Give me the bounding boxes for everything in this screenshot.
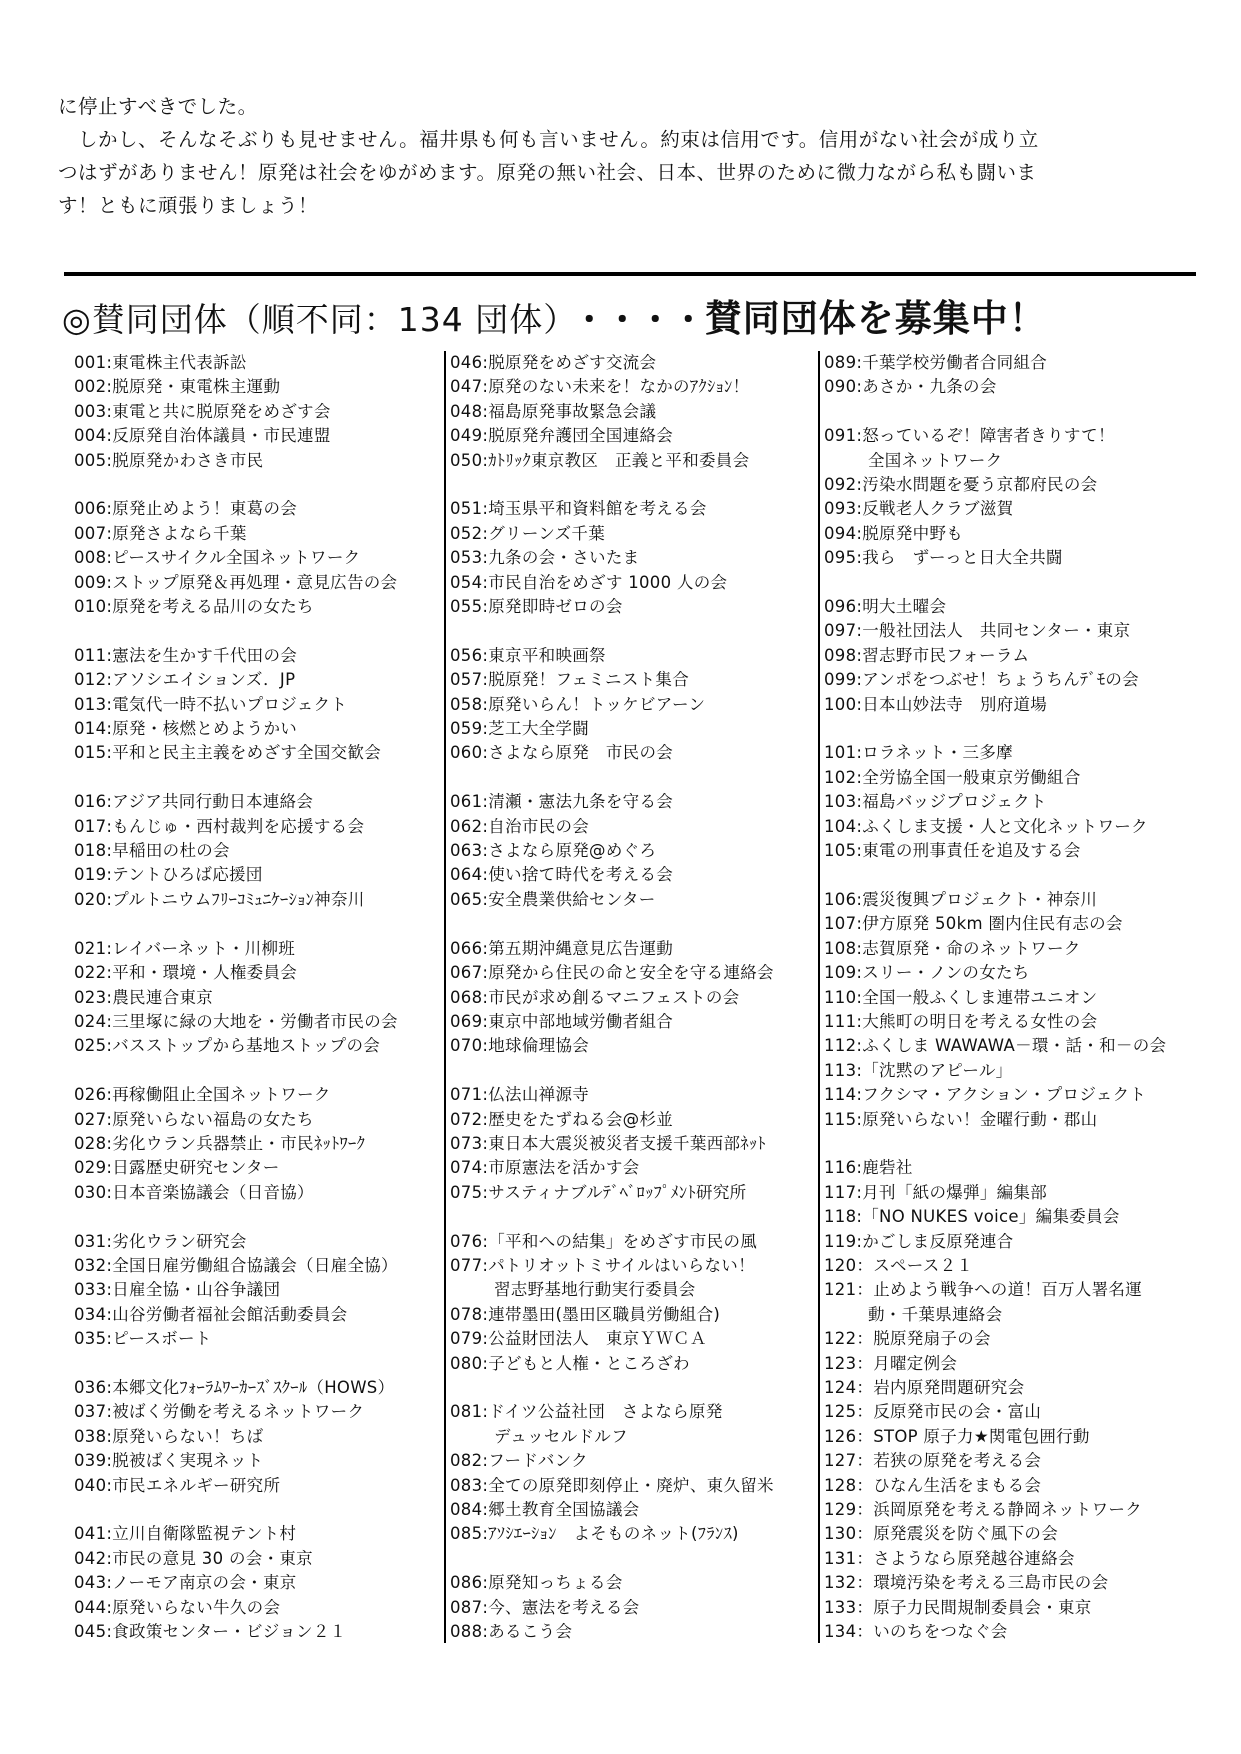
list-item: 096:明大土曜会 — [824, 597, 947, 617]
group-spacer — [74, 1352, 424, 1376]
list-item: 007:原発さよなら千葉 — [74, 523, 247, 543]
list-item: 011:憲法を生かす千代田の会 — [74, 645, 298, 665]
list-item-continuation: 全国ネットワーク — [868, 450, 1003, 470]
group-spacer — [450, 1205, 808, 1229]
intro-text — [58, 90, 1178, 222]
list-item: 063:さよなら原発@めぐろ — [450, 841, 657, 861]
group-spacer — [824, 863, 1240, 887]
section-heading — [62, 288, 1047, 342]
list-item: 032:全国日雇労働組合協議会（日雇全協） — [74, 1255, 398, 1275]
list-item: 110:全国一般ふくしま連帯ユニオン — [824, 987, 1098, 1007]
groups-column-1 — [74, 351, 424, 1644]
list-item: 017:もんじゅ・西村裁判を応援する会 — [74, 816, 365, 836]
list-item: 122：脱原発扇子の会 — [824, 1329, 991, 1349]
list-item: 015:平和と民主主義をめざす全国交歓会 — [74, 743, 382, 763]
list-item: 088:あるこう会 — [450, 1622, 573, 1641]
list-item: 092:汚染水問題を憂う京都府民の会 — [824, 475, 1098, 495]
list-item: 038:原発いらない！ちば — [74, 1426, 264, 1446]
list-item: 012:アソシエイションズ．JP — [74, 670, 296, 690]
list-item: 079:公益財団法人 東京ＹＷＣＡ — [450, 1329, 707, 1349]
list-item: 095:我ら ずーっと日大全共闘 — [824, 548, 1063, 568]
list-item: 036:本郷文化ﾌｫｰﾗﾑﾜｰｶｰｽﾞｽｸｰﾙ（HOWS） — [74, 1377, 395, 1397]
group-spacer — [74, 473, 424, 497]
list-item: 020:プルトニウムﾌﾘｰｺﾐｭﾆｹｰｼｮﾝ神奈川 — [74, 889, 365, 909]
list-item: 047:原発のない未来を！なかのｱｸｼｮﾝ！ — [450, 377, 750, 397]
list-item: 090:あさか・九条の会 — [824, 377, 997, 397]
list-item: 091:怒っているぞ！障害者きりすて！ — [824, 426, 1115, 446]
list-item: 045:食政策センター・ビジョン２１ — [74, 1622, 347, 1641]
list-item: 119:かごしま反原発連合 — [824, 1231, 1014, 1251]
column-body — [820, 351, 1240, 1644]
list-item-continuation: 習志野基地行動実行委員会 — [494, 1280, 696, 1300]
list-item: 025:バスストップから基地ストップの会 — [74, 1036, 381, 1056]
list-item: 008:ピースサイクル全国ネットワーク — [74, 548, 361, 568]
list-item: 058:原発いらん！トッケビアーン — [450, 694, 706, 714]
list-item: 009:ストップ原発＆再処理・意見広告の会 — [74, 572, 398, 592]
list-item: 105:東電の刑事責任を追及する会 — [824, 841, 1081, 861]
group-spacer — [450, 1059, 808, 1083]
list-item: 039:脱被ばく実現ネット — [74, 1451, 264, 1471]
list-item: 050:ｶﾄﾘｯｸ東京教区 正義と平和委員会 — [450, 450, 750, 470]
heading-call-to-action: 賛同団体を募集中！ — [704, 297, 1047, 340]
list-item: 104:ふくしま支援・人と文化ネットワーク — [824, 816, 1148, 836]
list-item: 118:「NO NUKES voice」編集委員会 — [824, 1207, 1120, 1227]
list-item: 055:原発即時ゼロの会 — [450, 597, 623, 617]
group-spacer — [824, 400, 1240, 424]
list-item: 121：止めよう戦争への道！百万人署名運 — [824, 1280, 1142, 1300]
list-item: 073:東日本大震災被災者支援千葉西部ﾈｯﾄ — [450, 1133, 766, 1153]
list-item: 054:市民自治をめざす 1000 人の会 — [450, 572, 728, 592]
list-item: 067:原発から住民の命と安全を守る連絡会 — [450, 963, 774, 983]
list-item: 094:脱原発中野も — [824, 523, 964, 543]
list-item: 033:日雇全協・山谷争議団 — [74, 1280, 281, 1300]
list-item: 029:日露歴史研究センター — [74, 1158, 280, 1178]
group-spacer — [450, 766, 808, 790]
list-item: 049:脱原発弁護団全国連絡会 — [450, 426, 674, 446]
group-spacer — [74, 1059, 424, 1083]
group-spacer — [824, 1132, 1240, 1156]
list-item: 127：若狭の原発を考える会 — [824, 1451, 1042, 1471]
list-item-continuation: 動・千葉県連絡会 — [868, 1304, 1003, 1324]
list-item: 006:原発止めよう！東葛の会 — [74, 499, 298, 519]
group-spacer — [450, 1547, 808, 1571]
group-spacer — [824, 571, 1240, 595]
group-spacer — [450, 473, 808, 497]
heading-title: ◎賛同団体（順不同：134 団体） — [62, 300, 561, 339]
list-item: 052:グリーンズ千葉 — [450, 523, 606, 543]
list-item: 064:使い捨て時代を考える会 — [450, 865, 674, 885]
list-item-continuation: デュッセルドルフ — [494, 1426, 628, 1446]
list-item: 124：岩内原発問題研究会 — [824, 1377, 1025, 1397]
list-item: 026:再稼働阻止全国ネットワーク — [74, 1085, 331, 1105]
intro-line: す！ともに頑張りましょう！ — [58, 194, 319, 217]
list-item: 107:伊方原発 50km 圏内住民有志の会 — [824, 914, 1123, 934]
list-item: 019:テントひろば応援団 — [74, 865, 263, 885]
list-item: 031:劣化ウラン研究会 — [74, 1231, 247, 1251]
supporting-groups-list — [0, 351, 1241, 1711]
list-item: 080:子どもと人権・ところざわ — [450, 1353, 690, 1373]
list-item: 111:大熊町の明日を考える女性の会 — [824, 1011, 1098, 1031]
list-item: 082:フードバンク — [450, 1451, 588, 1471]
list-item: 131：さようなら原発越谷連絡会 — [824, 1548, 1075, 1568]
group-spacer — [450, 619, 808, 643]
list-item: 003:東電と共に脱原発をめざす会 — [74, 401, 331, 421]
list-item: 030:日本音楽協議会（日音協） — [74, 1182, 314, 1202]
list-item: 021:レイバーネット・川柳班 — [74, 938, 296, 958]
list-item: 044:原発いらない牛久の会 — [74, 1597, 281, 1617]
list-item: 098:習志野市民フォーラム — [824, 645, 1030, 665]
list-item: 071:仏法山禅源寺 — [450, 1085, 590, 1105]
list-item: 046:脱原発をめざす交流会 — [450, 353, 657, 372]
list-item: 075:サスティナブルﾃﾞﾍﾞﾛｯﾌﾟﾒﾝﾄ研究所 — [450, 1182, 747, 1202]
list-item: 048:福島原発事故緊急会議 — [450, 401, 657, 421]
group-spacer — [74, 619, 424, 643]
list-item: 043:ノーモア南京の会・東京 — [74, 1573, 297, 1593]
group-spacer — [450, 1376, 808, 1400]
list-item: 103:福島バッジプロジェクト — [824, 792, 1047, 812]
list-item: 132：環境汚染を考える三島市民の会 — [824, 1573, 1109, 1593]
group-spacer — [74, 912, 424, 936]
list-item: 085:ｱｿｼｴｰｼｮﾝ よそものネット(ﾌﾗﾝｽ) — [450, 1524, 739, 1544]
group-spacer — [450, 912, 808, 936]
list-item: 053:九条の会・さいたま — [450, 548, 640, 568]
list-item: 040:市民エネルギー研究所 — [74, 1475, 281, 1495]
list-item: 018:早稲田の杜の会 — [74, 841, 230, 861]
list-item: 037:被ばく労働を考えるネットワーク — [74, 1402, 365, 1422]
list-item: 061:清瀬・憲法九条を守る会 — [450, 792, 674, 812]
list-item: 113:「沈黙のアピール」 — [824, 1060, 1013, 1080]
list-item: 034:山谷労働者福祉会館活動委員会 — [74, 1304, 348, 1324]
list-item: 120：スペース２１ — [824, 1255, 974, 1275]
column-body — [74, 351, 424, 1644]
list-item: 022:平和・環境・人権委員会 — [74, 963, 298, 983]
list-item: 069:東京中部地域労働者組合 — [450, 1011, 674, 1031]
list-item: 078:連帯墨田(墨田区職員労働組合) — [450, 1304, 721, 1324]
list-item: 002:脱原発・東電株主運動 — [74, 377, 281, 397]
list-item: 081:ドイツ公益社団 さよなら原発 — [450, 1402, 723, 1422]
list-item: 101:ロラネット・三多摩 — [824, 743, 1013, 763]
list-item: 123：月曜定例会 — [824, 1353, 958, 1373]
list-item: 106:震災復興プロジェクト・神奈川 — [824, 889, 1098, 909]
list-item: 133：原子力民間規制委員会・東京 — [824, 1597, 1092, 1617]
list-item: 070:地球倫理協会 — [450, 1036, 590, 1056]
list-item: 005:脱原発かわさき市民 — [74, 450, 264, 470]
list-item: 100:日本山妙法寺 別府道場 — [824, 694, 1048, 714]
list-item: 062:自治市民の会 — [450, 816, 590, 836]
list-item: 089:千葉学校労働者合同組合 — [824, 353, 1048, 372]
list-item: 128：ひなん生活をまもる会 — [824, 1475, 1042, 1495]
list-item: 051:埼玉県平和資料館を考える会 — [450, 499, 707, 519]
list-item: 056:東京平和映画祭 — [450, 645, 606, 665]
list-item: 125：反原発市民の会・富山 — [824, 1402, 1042, 1422]
list-item: 126：STOP 原子力★関電包囲行動 — [824, 1426, 1090, 1446]
list-item: 102:全労協全国一般東京労働組合 — [824, 767, 1081, 787]
intro-line: しかし、そんなそぶりも見せません。福井県も何も言いません。約束は信用です。信用がない社会が成り立 — [58, 128, 1039, 151]
list-item: 072:歴史をたずねる会@杉並 — [450, 1109, 674, 1129]
list-item: 001:東電株主代表訴訟 — [74, 353, 247, 372]
list-item: 023:農民連合東京 — [74, 987, 214, 1007]
list-item: 059:芝工大全学闘 — [450, 719, 590, 739]
list-item: 117:月刊「紙の爆弾」編集部 — [824, 1182, 1048, 1202]
list-item: 016:アジア共同行動日本連絡会 — [74, 792, 314, 812]
group-spacer — [74, 1205, 424, 1229]
list-item: 093:反戦老人クラブ滋賀 — [824, 499, 1014, 519]
list-item: 083:全ての原発即刻停止・廃炉、東久留米 — [450, 1475, 774, 1495]
intro-line: つはずがありません！原発は社会をゆがめます。原発の無い社会、日本、世界のために微力ながら私も闘いま — [58, 161, 1037, 184]
list-item: 013:電気代一時不払いプロジェクト — [74, 694, 348, 714]
list-item: 116:鹿砦社 — [824, 1158, 913, 1178]
list-item: 041:立川自衛隊監視テント村 — [74, 1524, 297, 1544]
list-item: 109:スリー・ノンの女たち — [824, 963, 1030, 983]
list-item: 114:フクシマ・アクション・プロジェクト — [824, 1085, 1147, 1105]
list-item: 097:一般社団法人 共同センター・東京 — [824, 621, 1131, 641]
list-item: 074:市原憲法を活かす会 — [450, 1158, 640, 1178]
groups-column-2 — [444, 351, 808, 1643]
list-item: 057:脱原発！フェミニスト集合 — [450, 670, 690, 690]
section-divider — [64, 272, 1196, 276]
list-item: 014:原発・核燃とめようかい — [74, 719, 298, 739]
list-item: 077:パトリオットミサイルはいらない！ — [450, 1255, 755, 1275]
list-item: 065:安全農業供給センター — [450, 889, 656, 909]
list-item: 004:反原発自治体議員・市民連盟 — [74, 426, 331, 446]
list-item: 108:志賀原発・命のネットワーク — [824, 938, 1081, 958]
list-item: 027:原発いらない福島の女たち — [74, 1109, 314, 1129]
list-item: 115:原発いらない！金曜行動・郡山 — [824, 1109, 1098, 1129]
list-item: 087:今、憲法を考える会 — [450, 1597, 640, 1617]
list-item: 010:原発を考える品川の女たち — [74, 597, 314, 617]
group-spacer — [824, 717, 1240, 741]
list-item: 060:さよなら原発 市民の会 — [450, 743, 674, 763]
list-item: 134：いのちをつなぐ会 — [824, 1622, 1008, 1642]
list-item: 086:原発知っちょる会 — [450, 1573, 623, 1593]
list-item: 028:劣化ウラン兵器禁止・市民ﾈｯﾄﾜｰｸ — [74, 1133, 366, 1153]
groups-column-3 — [818, 351, 1240, 1643]
intro-line: に停止すべきでした。 — [58, 95, 258, 118]
list-item: 035:ピースボート — [74, 1329, 212, 1349]
list-item: 099:アンポをつぶせ！ちょうちんﾃﾞﾓの会 — [824, 670, 1139, 690]
list-item: 024:三里塚に緑の大地を・労働者市民の会 — [74, 1011, 398, 1031]
list-item: 068:市民が求め創るマニフェストの会 — [450, 987, 740, 1007]
group-spacer — [74, 766, 424, 790]
list-item: 112:ふくしま WAWAWA－環・話・和－の会 — [824, 1036, 1167, 1056]
list-item: 042:市民の意見 30 の会・東京 — [74, 1548, 313, 1568]
list-item: 076:「平和への結集」をめざす市民の風 — [450, 1231, 758, 1251]
list-item: 084:郷土教育全国協議会 — [450, 1499, 640, 1519]
column-body — [446, 351, 808, 1644]
list-item: 130：原発震災を防ぐ風下の会 — [824, 1524, 1058, 1544]
heading-dots: ・・・・ — [572, 300, 705, 339]
list-item: 066:第五期沖縄意見広告運動 — [450, 938, 674, 958]
list-item: 129：浜岡原発を考える静岡ネットワーク — [824, 1500, 1142, 1520]
group-spacer — [74, 1498, 424, 1522]
